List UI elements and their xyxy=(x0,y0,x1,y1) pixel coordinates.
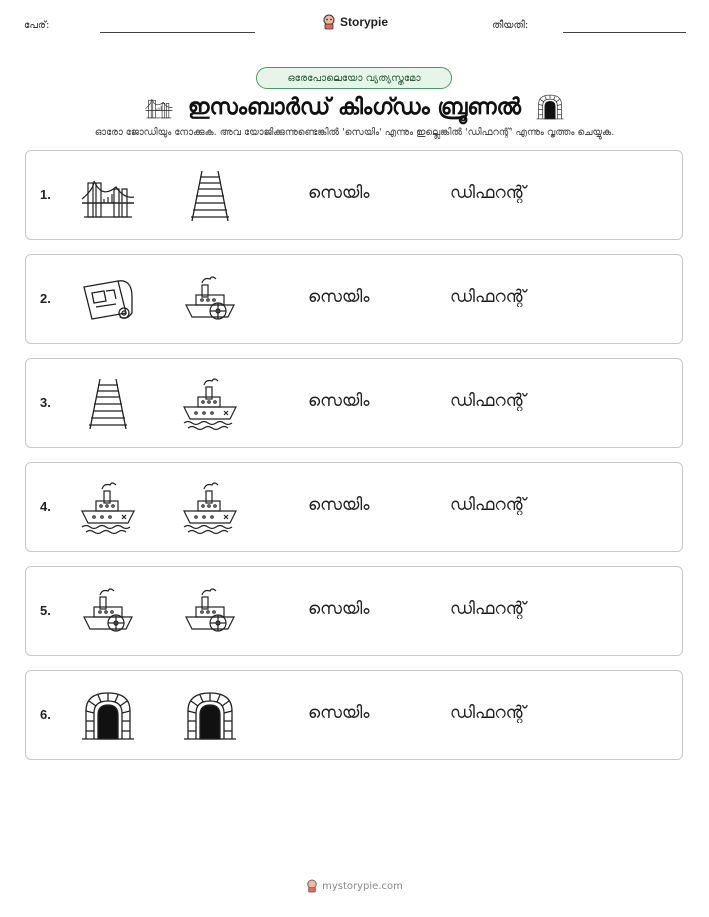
left-picture xyxy=(80,273,136,327)
different-option[interactable]: ഡിഫറന്റ് xyxy=(450,183,526,203)
date-label: തീയതി: xyxy=(492,20,529,31)
footer xyxy=(0,879,709,893)
left-picture xyxy=(80,377,136,431)
different-option[interactable]: ഡിഫറന്റ് xyxy=(450,287,526,307)
different-option[interactable]: ഡിഫറന്റ് xyxy=(450,391,526,411)
question-number: 2. xyxy=(40,291,51,306)
different-option[interactable]: ഡിഫറന്റ് xyxy=(450,495,526,515)
same-option[interactable]: സെയിം xyxy=(308,183,370,203)
tunnel-icon xyxy=(182,689,238,743)
name-label: പേര്: xyxy=(24,20,50,31)
same-option[interactable]: സെയിം xyxy=(308,391,370,411)
brand-logo xyxy=(322,14,388,30)
question-card xyxy=(25,358,683,448)
brand-name: Storypie xyxy=(340,15,389,29)
same-option[interactable]: സെയിം xyxy=(308,495,370,515)
date-line xyxy=(563,32,686,33)
same-option[interactable]: സെയിം xyxy=(308,287,370,307)
page-title: ഇസംബാർഡ് കിംഗ്ഡം ബ്രൂണൽ xyxy=(187,94,522,120)
right-picture xyxy=(182,169,238,223)
bridge-icon xyxy=(80,169,136,223)
question-number: 3. xyxy=(40,395,51,410)
different-option[interactable]: ഡിഫറന്റ് xyxy=(450,599,526,619)
paddle-steamer-icon xyxy=(182,273,238,327)
same-option[interactable]: സെയിം xyxy=(308,599,370,619)
tunnel-icon xyxy=(535,93,565,121)
blueprint-icon xyxy=(80,273,136,327)
different-option[interactable]: ഡിഫറന്റ് xyxy=(450,703,526,723)
question-card xyxy=(25,462,683,552)
question-number: 6. xyxy=(40,707,51,722)
bridge-icon xyxy=(144,93,174,121)
storypie-mascot-icon xyxy=(306,879,318,893)
question-number: 5. xyxy=(40,603,51,618)
left-picture xyxy=(80,689,136,743)
left-picture xyxy=(80,481,136,535)
left-picture xyxy=(80,585,136,639)
question-number: 4. xyxy=(40,499,51,514)
same-option[interactable]: സെയിം xyxy=(308,703,370,723)
worksheet-header xyxy=(0,12,709,42)
question-card xyxy=(25,670,683,760)
question-card xyxy=(25,150,683,240)
steamship-icon xyxy=(182,481,238,535)
footer-url: mystorypie.com xyxy=(322,880,403,892)
railway-track-icon xyxy=(80,377,136,431)
right-picture xyxy=(182,481,238,535)
tunnel-icon xyxy=(80,689,136,743)
right-picture xyxy=(182,585,238,639)
right-picture xyxy=(182,377,238,431)
right-picture xyxy=(182,689,238,743)
instructions: ഓരോ ജോഡിയും നോക്കുക. അവ യോജിക്കുന്നുണ്ടെങ്കിൽ 'സെയിം' എന്നും ഇല്ലെങ്കിൽ 'ഡിഫറന്റ്' എന്നും വൃത്തം ചെയ്യുക. xyxy=(94,127,615,138)
title-row xyxy=(0,90,709,124)
question-number: 1. xyxy=(40,187,51,202)
railway-track-icon xyxy=(182,169,238,223)
left-picture xyxy=(80,169,136,223)
steamship-icon xyxy=(182,377,238,431)
name-line xyxy=(100,32,255,33)
right-picture xyxy=(182,273,238,327)
question-card xyxy=(25,254,683,344)
paddle-steamer-icon xyxy=(80,585,136,639)
question-card xyxy=(25,566,683,656)
storypie-mascot-icon xyxy=(322,14,336,30)
activity-badge: ഒരേപോലെയോ വ്യത്യസ്തമോ xyxy=(256,67,452,89)
paddle-steamer-icon xyxy=(182,585,238,639)
steamship-icon xyxy=(80,481,136,535)
